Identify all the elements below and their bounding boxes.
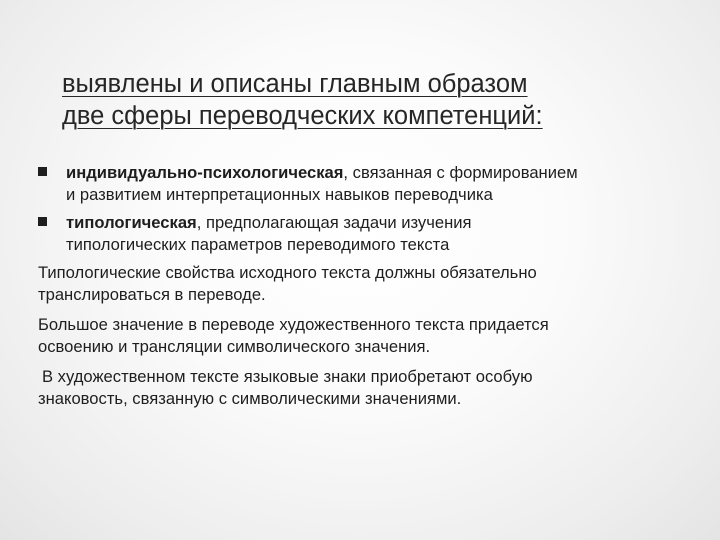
bullet-term: индивидуально-психологическая [66,163,344,182]
paragraph-symbolic-meaning [38,314,688,358]
bullet-term: типологическая [66,213,197,232]
paragraph-typological-properties [38,262,688,306]
paragraph-line-2: знаковость, связанную с символическими значениями. [38,389,462,408]
bullet-line-2: и развитием интерпретационных навыков переводчика [66,185,493,204]
paragraph-line-1-text: В художественном тексте языковые знаки приобретают особую [42,367,533,386]
bullet-line-1 [66,212,688,234]
slide-body [38,162,688,418]
paragraph-line-1 [38,366,688,388]
paragraph-line-1: Большое значение в переводе художественного текста придается [38,315,549,334]
square-bullet-icon [38,167,47,176]
bullet-item-individual-psychological [38,162,688,206]
bullet-line-2: типологических параметров переводимого текста [66,235,450,254]
title-line-2: две сферы переводческих компетенций: [62,102,543,130]
bullet-line-1 [66,162,688,184]
bullet-item-typological [38,212,688,256]
bullet-text: , предполагающая задачи изучения [196,213,472,232]
title-line-1: выявлены и описаны главным образом [62,70,528,98]
paragraph-line-1: Типологические свойства исходного текста должны обязательно [38,263,537,282]
slide-title [62,68,682,132]
paragraph-language-signs [38,366,688,410]
paragraph-line-2: транслироваться в переводе. [38,285,266,304]
square-bullet-icon [38,217,47,226]
paragraph-line-2: освоению и трансляции символического значения. [38,337,431,356]
bullet-text: , связанная с формированием [343,163,578,182]
